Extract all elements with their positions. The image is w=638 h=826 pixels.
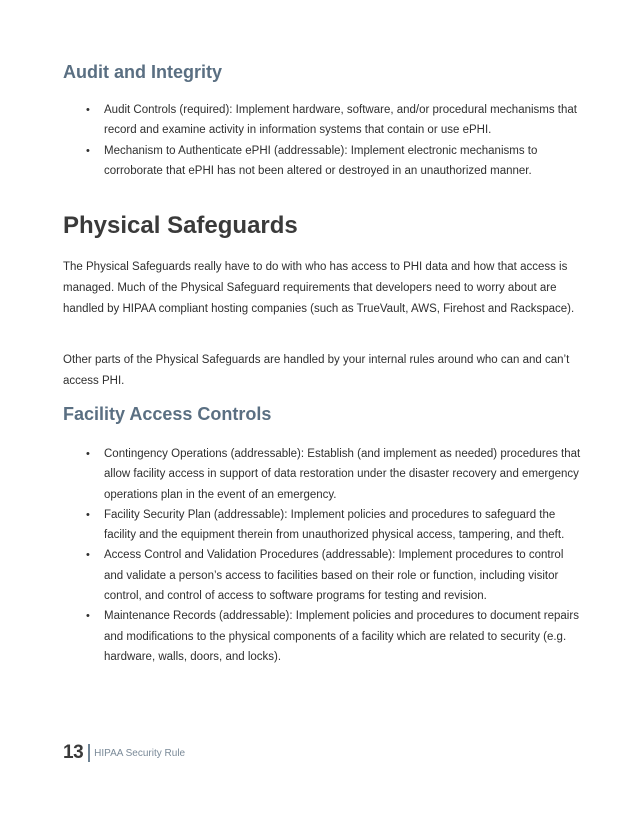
page-footer	[63, 742, 185, 764]
physical-heading: Physical Safeguards	[63, 212, 298, 239]
footer-divider	[88, 744, 90, 762]
bullet-icon: •	[86, 448, 90, 460]
page-number: 13	[63, 742, 84, 763]
list-item-text: Audit Controls (required): Implement hardware, software, and/or procedural mechanisms that record and examine activity in information systems that contain or use ePHI.	[104, 104, 577, 137]
list-item	[63, 444, 583, 505]
list-item	[63, 505, 583, 546]
bullet-icon: •	[86, 508, 90, 521]
footer-title: HIPAA Security Rule	[94, 747, 186, 759]
audit-list	[63, 100, 583, 181]
list-item-text: Access Control and Validation Procedures (addressable): Implement procedures to control and validate a person’s access to facilities based on their role or function, including visitor control, and control of access to software programs for testing and revision.	[104, 549, 564, 603]
list-item	[63, 100, 583, 141]
bullet-icon: •	[86, 144, 90, 157]
list-item-text: Maintenance Records (addressable): Implement policies and procedures to document repairs and modifications to the physical components of a facility which are related to security (e.g. hardware, walls, doors, and locks).	[104, 610, 579, 663]
physical-paragraph-2: Other parts of the Physical Safeguards are handled by your internal rules around who can and can’t access PHI.	[63, 354, 570, 387]
bullet-icon: •	[86, 549, 90, 562]
list-item	[63, 141, 583, 182]
list-item	[63, 606, 583, 667]
bullet-icon: •	[86, 610, 90, 623]
physical-paragraph-1: The Physical Safeguards really have to do with who has access to PHI data and how that access is managed. Much of the Physical Safeguard requirements that developers need to worry about are handled by HIPAA compliant hosting companies (such as TrueVault, AWS, Firehost and Rackspace).	[63, 261, 575, 315]
list-item-text: Mechanism to Authenticate ePHI (addressable): Implement electronic mechanisms to corroborate that ePHI has not been altered or destroyed in an unauthorized manner.	[104, 144, 538, 177]
bullet-icon: •	[86, 104, 90, 116]
list-item	[63, 545, 583, 606]
list-item-text: Facility Security Plan (addressable): Implement policies and procedures to safeguard the facility and the equipment therein from unauthorized physical access, tampering, and theft.	[104, 508, 565, 542]
audit-heading: Audit and Integrity	[63, 62, 222, 82]
facility-heading: Facility Access Controls	[63, 404, 272, 424]
facility-list	[63, 444, 583, 667]
list-item-text: Contingency Operations (addressable): Establish (and implement as needed) procedures that allow facility access in support of data restoration under the disaster recovery and emergency operations plan in the event of an emergency.	[104, 448, 581, 501]
